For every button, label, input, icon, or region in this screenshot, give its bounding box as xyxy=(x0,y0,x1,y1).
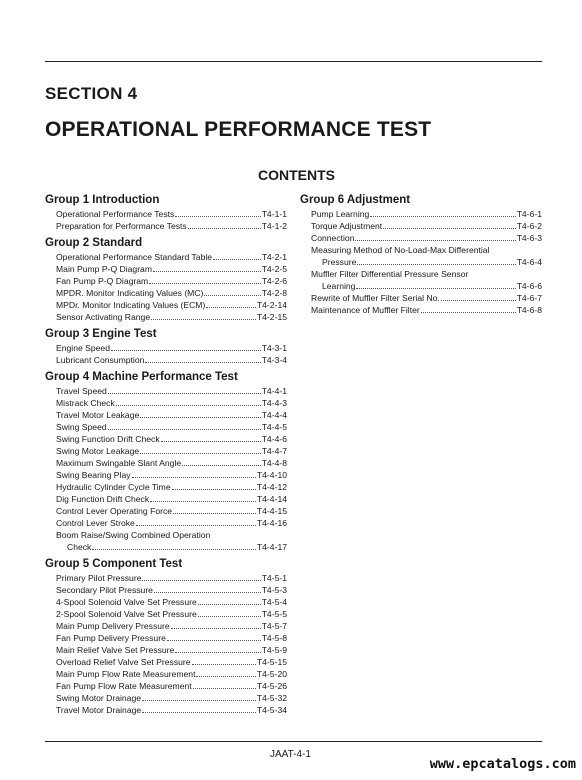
dot-leader xyxy=(142,572,260,581)
toc-group-title: Group 4 Machine Performance Test xyxy=(45,371,238,383)
toc-entry[interactable] xyxy=(45,620,287,632)
dot-leader xyxy=(108,385,261,394)
toc-entry-page: T4-4-6 xyxy=(261,434,287,444)
toc-group xyxy=(45,557,287,716)
toc-entry[interactable] xyxy=(45,692,287,704)
dot-leader xyxy=(192,656,256,665)
toc-entry-page: T4-5-8 xyxy=(261,633,287,643)
toc-group-title: Group 5 Component Test xyxy=(45,558,183,570)
toc-entry-label: Fan Pump P-Q Diagram xyxy=(56,276,149,286)
dot-leader xyxy=(142,704,256,713)
dot-leader xyxy=(188,220,261,229)
dot-leader xyxy=(356,280,515,289)
toc-entry-label: Operational Performance Standard Table xyxy=(56,252,213,262)
section-label: SECTION 4 xyxy=(45,84,138,103)
toc-entry-page: T4-4-4 xyxy=(261,410,287,420)
toc-group-title: Group 3 Engine Test xyxy=(45,328,157,340)
toc-entry-label-cont: Learning xyxy=(322,281,356,291)
toc-entry[interactable] xyxy=(45,704,287,716)
toc-entry-page: T4-4-7 xyxy=(261,446,287,456)
toc-entry-label: Overload Relief Valve Set Pressure xyxy=(56,657,191,667)
toc-entry-page: T4-2-5 xyxy=(261,264,287,274)
toc-entry-continuation xyxy=(311,280,542,292)
dot-leader xyxy=(140,409,260,418)
toc-entry-page: T4-4-12 xyxy=(256,482,287,492)
toc-entry[interactable] xyxy=(300,268,542,292)
dot-leader xyxy=(145,354,260,363)
toc-entry[interactable] xyxy=(45,433,287,445)
toc-entry[interactable] xyxy=(45,251,287,263)
dot-leader xyxy=(140,445,261,454)
page-number: JAAT-4-1 xyxy=(270,749,311,760)
dot-leader xyxy=(142,692,256,701)
toc-entry[interactable] xyxy=(45,457,287,469)
toc-entry-label: Swing Motor Drainage xyxy=(56,693,142,703)
toc-entry-label: Swing Bearing Play xyxy=(56,470,131,480)
toc-entry-page: T4-5-15 xyxy=(256,657,287,667)
toc-entry-page: T4-5-4 xyxy=(261,597,287,607)
toc-entry[interactable] xyxy=(45,608,287,620)
dot-leader xyxy=(206,299,256,308)
toc-entry-page: T4-4-1 xyxy=(261,386,287,396)
toc-entry-page: T4-6-7 xyxy=(516,293,542,303)
toc-entry-page: T4-3-1 xyxy=(261,343,287,353)
dot-leader xyxy=(193,680,256,689)
toc-entry[interactable] xyxy=(45,342,287,354)
toc-entry-page: T4-2-15 xyxy=(256,312,287,322)
toc-entry-page: T4-2-1 xyxy=(261,252,287,262)
toc-entry-label: Muffler Filter Differential Pressure Sensor xyxy=(311,269,469,279)
toc-entry[interactable] xyxy=(45,481,287,493)
toc-entry-page: T4-5-1 xyxy=(261,573,287,583)
dot-leader xyxy=(167,632,261,641)
toc-entry-page: T4-6-4 xyxy=(516,257,542,267)
dot-leader xyxy=(161,433,261,442)
dot-leader xyxy=(154,584,261,593)
toc-entry[interactable] xyxy=(45,220,287,232)
dot-leader xyxy=(171,620,261,629)
toc-entry[interactable] xyxy=(45,656,287,668)
toc-entry[interactable] xyxy=(45,529,287,553)
dot-leader xyxy=(355,232,515,241)
toc-entry-label: Main Pump Delivery Pressure xyxy=(56,621,170,631)
dot-leader xyxy=(172,481,256,490)
toc-entry-page: T4-6-3 xyxy=(516,233,542,243)
dot-leader xyxy=(149,275,261,284)
toc-entry-label: Sensor Activating Range xyxy=(56,312,151,322)
toc-entry-page: T4-2-14 xyxy=(256,300,287,310)
toc-entry[interactable] xyxy=(45,469,287,481)
toc-entry[interactable] xyxy=(45,644,287,656)
dot-leader xyxy=(213,251,261,260)
toc-entry-page: T4-2-8 xyxy=(261,288,287,298)
toc-group xyxy=(45,327,287,366)
toc-group xyxy=(300,193,542,316)
toc-entry[interactable] xyxy=(45,397,287,409)
toc-entry[interactable] xyxy=(45,584,287,596)
toc-entry-label: Connection xyxy=(311,233,355,243)
dot-leader xyxy=(198,596,261,605)
toc-entry-page: T4-5-7 xyxy=(261,621,287,631)
toc-entry[interactable] xyxy=(45,572,287,584)
toc-entry[interactable] xyxy=(45,208,287,220)
toc-entry-label: 2-Spool Solenoid Valve Set Pressure xyxy=(56,609,197,619)
dot-leader xyxy=(357,256,515,265)
toc-entry-page: T4-4-3 xyxy=(261,398,287,408)
toc-entry-page: T4-3-4 xyxy=(261,355,287,365)
toc-entry-page: T4-2-6 xyxy=(261,276,287,286)
dot-leader xyxy=(175,208,260,217)
toc-entry[interactable] xyxy=(45,354,287,366)
toc-entry-label: Dig Function Drift Check xyxy=(56,494,150,504)
toc-entry-label: Primary Pilot Pressure xyxy=(56,573,142,583)
toc-entry[interactable] xyxy=(45,287,287,299)
toc-entry[interactable] xyxy=(45,493,287,505)
toc-entry-label: Control Lever Stroke xyxy=(56,518,135,528)
toc-entry[interactable] xyxy=(300,232,542,244)
toc-entry[interactable] xyxy=(45,409,287,421)
toc-entry[interactable] xyxy=(45,445,287,457)
toc-entry-page: T4-1-2 xyxy=(261,221,287,231)
bottom-rule xyxy=(45,741,542,742)
toc-entry-label: Swing Speed xyxy=(56,422,107,432)
toc-entry-label: Preparation for Performance Tests xyxy=(56,221,187,231)
toc-entry-page: T4-4-15 xyxy=(256,506,287,516)
toc-entry-label: Hydraulic Cylinder Cycle Time xyxy=(56,482,171,492)
dot-leader xyxy=(196,668,255,677)
dot-leader xyxy=(108,421,261,430)
toc-entry-page: T4-4-8 xyxy=(261,458,287,468)
toc-group-title: Group 6 Adjustment xyxy=(300,194,411,206)
toc-entry-label: Main Pump P-Q Diagram xyxy=(56,264,152,274)
toc-entry-page: T4-6-2 xyxy=(516,221,542,231)
toc-entry-page: T4-5-5 xyxy=(261,609,287,619)
toc-entry[interactable] xyxy=(45,505,287,517)
dot-leader xyxy=(136,517,256,526)
toc-entry-page: T4-5-34 xyxy=(256,705,287,715)
toc-entry-label: Control Lever Operating Force xyxy=(56,506,173,516)
toc-entry-label: Travel Speed xyxy=(56,386,107,396)
toc-entry-page: T4-6-8 xyxy=(516,305,542,315)
toc-entry-page: T4-6-6 xyxy=(516,281,542,291)
toc-group-title: Group 2 Standard xyxy=(45,237,143,249)
toc-entry-page: T4-5-32 xyxy=(256,693,287,703)
toc-group xyxy=(45,236,287,323)
toc-entry-label: Rewrite of Muffler Filter Serial No. xyxy=(311,293,440,303)
toc-entry-label: Pump Learning xyxy=(311,209,370,219)
toc-group xyxy=(45,370,287,553)
toc-right-column xyxy=(300,193,542,320)
toc-entry-page: T4-5-3 xyxy=(261,585,287,595)
dot-leader xyxy=(370,208,515,217)
toc-entry-label: Secondary Pilot Pressure xyxy=(56,585,153,595)
dot-leader xyxy=(204,287,260,296)
toc-entry-label: Measuring Method of No-Load-Max Differential xyxy=(311,245,490,255)
dot-leader xyxy=(441,292,516,301)
toc-entry-page: T4-4-17 xyxy=(256,542,287,552)
toc-entry-continuation xyxy=(56,541,287,553)
toc-entry-label: Main Relief Valve Set Pressure xyxy=(56,645,175,655)
toc-entry-label: Travel Motor Leakage xyxy=(56,410,140,420)
toc-entry-label: Main Pump Flow Rate Measurement xyxy=(56,669,196,679)
watermark: www.epcatalogs.com xyxy=(429,756,576,772)
dot-leader xyxy=(182,457,261,466)
toc-entry[interactable] xyxy=(45,263,287,275)
toc-entry[interactable] xyxy=(300,244,542,268)
toc-entry[interactable] xyxy=(45,299,287,311)
toc-entry-label-cont: Check xyxy=(67,542,92,552)
toc-entry-label: 4-Spool Solenoid Valve Set Pressure xyxy=(56,597,197,607)
toc-entry-label: Mistrack Check xyxy=(56,398,115,408)
dot-leader xyxy=(173,505,256,514)
toc-entry-label: Operational Performance Tests xyxy=(56,209,175,219)
toc-entry-label: MPDr. Monitor Indicating Values (ECM) xyxy=(56,300,206,310)
toc-group-title: Group 1 Introduction xyxy=(45,194,160,206)
toc-entry-label: Travel Motor Drainage xyxy=(56,705,142,715)
toc-entry-label: Lubricant Consumption xyxy=(56,355,145,365)
toc-entry-label: Maintenance of Muffler Filter xyxy=(311,305,420,315)
dot-leader xyxy=(132,469,256,478)
toc-entry[interactable] xyxy=(45,596,287,608)
toc-entry-label: Engine Speed xyxy=(56,343,110,353)
dot-leader xyxy=(153,263,261,272)
toc-entry-label: Boom Raise/Swing Combined Operation xyxy=(56,530,211,540)
dot-leader xyxy=(383,220,516,229)
toc-entry-label: MPDR. Monitor Indicating Values (MC) xyxy=(56,288,204,298)
dot-leader xyxy=(198,608,261,617)
contents-heading: CONTENTS xyxy=(258,167,335,183)
top-rule xyxy=(45,61,542,62)
toc-left-column xyxy=(45,193,287,720)
toc-entry-page: T4-5-26 xyxy=(256,681,287,691)
toc-entry[interactable] xyxy=(300,220,542,232)
toc-entry[interactable] xyxy=(45,668,287,680)
toc-entry[interactable] xyxy=(300,292,542,304)
toc-entry[interactable] xyxy=(45,632,287,644)
toc-entry-continuation xyxy=(311,256,542,268)
toc-entry-page: T4-1-1 xyxy=(261,209,287,219)
toc-entry[interactable] xyxy=(45,311,287,323)
dot-leader xyxy=(175,644,260,653)
toc-entry[interactable] xyxy=(45,517,287,529)
toc-entry[interactable] xyxy=(45,680,287,692)
toc-entry-page: T4-4-10 xyxy=(256,470,287,480)
toc-entry-page: T4-5-20 xyxy=(256,669,287,679)
toc-entry-page: T4-4-5 xyxy=(261,422,287,432)
toc-entry-label: Swing Motor Leakage xyxy=(56,446,140,456)
toc-entry[interactable] xyxy=(45,385,287,397)
toc-entry-page: T4-5-9 xyxy=(261,645,287,655)
dot-leader xyxy=(92,541,256,550)
toc-entry[interactable] xyxy=(45,421,287,433)
toc-entry-label-cont: Pressure xyxy=(322,257,357,267)
toc-entry[interactable] xyxy=(300,304,542,316)
dot-leader xyxy=(421,304,516,313)
toc-entry-label: Fan Pump Delivery Pressure xyxy=(56,633,166,643)
toc-entry[interactable] xyxy=(300,208,542,220)
toc-entry-page: T4-6-1 xyxy=(516,209,542,219)
toc-entry-page: T4-4-16 xyxy=(256,518,287,528)
page-title: OPERATIONAL PERFORMANCE TEST xyxy=(45,118,432,141)
dot-leader xyxy=(111,342,261,351)
toc-entry-label: Maximum Swingable Slant Angle xyxy=(56,458,182,468)
dot-leader xyxy=(116,397,261,406)
toc-group xyxy=(45,193,287,232)
toc-entry[interactable] xyxy=(45,275,287,287)
toc-entry-label: Swing Function Drift Check xyxy=(56,434,160,444)
toc-entry-label: Fan Pump Flow Rate Measurement xyxy=(56,681,192,691)
toc-entry-page: T4-4-14 xyxy=(256,494,287,504)
dot-leader xyxy=(150,493,256,502)
dot-leader xyxy=(151,311,256,320)
toc-entry-label: Torque Adjustment xyxy=(311,221,383,231)
